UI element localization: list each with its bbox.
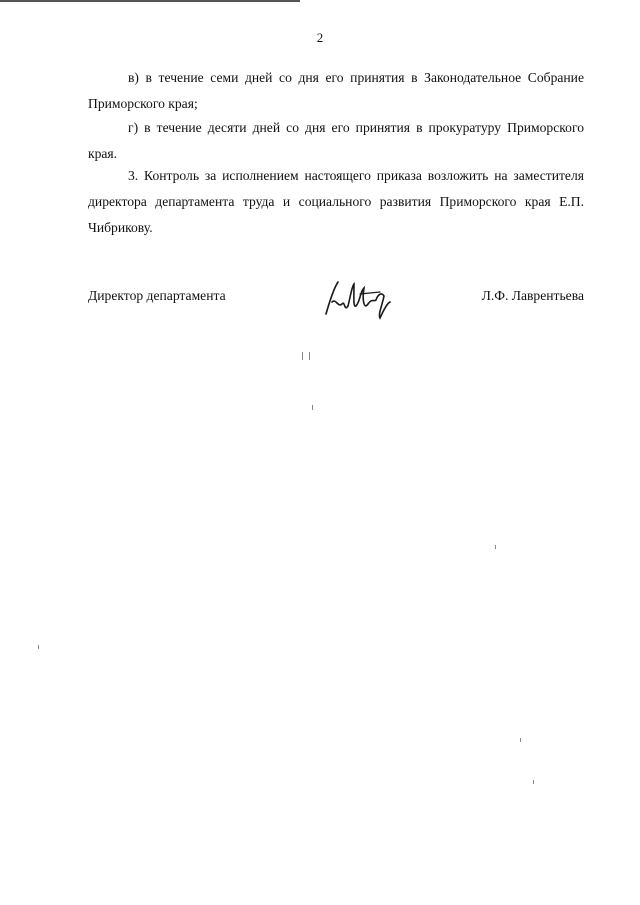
signature-block — [88, 278, 584, 338]
signatory-name: Л.Ф. Лаврентьева — [481, 288, 584, 303]
scan-speck — [38, 645, 39, 649]
paragraph-item-v: в) в течение семи дней со дня его принятия в Законодательное Собрание Приморского края; — [88, 70, 584, 111]
scan-speck — [302, 352, 303, 360]
paragraph-item-g: г) в течение десяти дней со дня его принятия в прокуратуру Приморского края. — [88, 120, 584, 161]
scan-speck — [495, 545, 496, 549]
scan-speck — [520, 738, 521, 742]
scan-speck — [309, 352, 310, 360]
signatory-position: Директор департамента — [88, 288, 226, 303]
scan-speck — [533, 780, 534, 784]
scan-speck — [312, 405, 313, 410]
page-number: 2 — [316, 30, 324, 45]
paragraph-control-clause: 3. Контроль за исполнением настоящего приказа возложить на заместителя директора департамента труда и социального развития Приморского края Е.П. Чибрикову. — [88, 168, 584, 235]
handwritten-signature — [320, 278, 400, 322]
scan-top-edge — [0, 0, 300, 2]
